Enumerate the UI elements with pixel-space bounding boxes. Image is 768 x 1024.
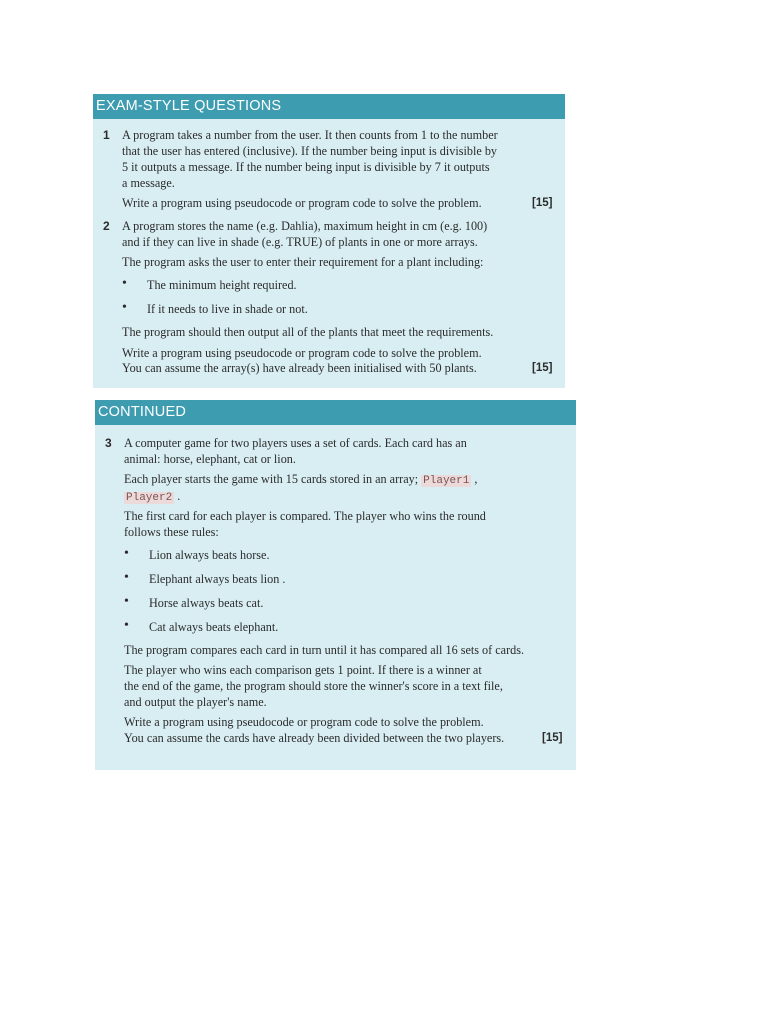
panel-header: CONTINUED bbox=[95, 400, 576, 425]
question-task: Write a program using pseudocode or program code to solve the problem. bbox=[124, 715, 484, 729]
continued-panel bbox=[95, 400, 576, 770]
question-text-line: A computer game for two players uses a set of cards. Each card has an bbox=[124, 436, 467, 450]
rule-item: Lion always beats horse. bbox=[149, 548, 270, 562]
panel-header: EXAM-STYLE QUESTIONS bbox=[93, 94, 565, 119]
question-text-line: Player2 . bbox=[126, 489, 181, 504]
question-text-line: animal: horse, elephant, cat or lion. bbox=[124, 452, 296, 466]
bullet-marker: • bbox=[124, 594, 129, 609]
question-prompt: The program asks the user to enter their requirement for a plant including: bbox=[122, 255, 484, 269]
rule-item: Cat always beats elephant. bbox=[149, 620, 279, 634]
exam-questions-panel bbox=[93, 94, 565, 388]
array-name-player1: Player1 bbox=[423, 475, 470, 487]
question-assumption: You can assume the cards have already been divided between the two players. bbox=[124, 731, 505, 745]
bullet-item: If it needs to live in shade or not. bbox=[147, 302, 308, 316]
array-name-player2: Player2 bbox=[126, 492, 173, 504]
question-text-line: the end of the game, the program should store the winner's score in a text file, bbox=[124, 679, 503, 693]
bullet-marker: • bbox=[124, 570, 129, 585]
question-text-line: A program takes a number from the user. It then counts from 1 to the number bbox=[122, 128, 498, 142]
question-text-line: Each player starts the game with 15 cards stored in an array; Player1 , bbox=[124, 472, 478, 487]
question-task: Write a program using pseudocode or program code to solve the problem. bbox=[122, 346, 482, 360]
rule-item: Elephant always beats lion . bbox=[149, 572, 286, 586]
question-text-line: 5 it outputs a message. If the number being input is divisible by 7 it outputs bbox=[122, 160, 490, 174]
question-text-line: and output the player's name. bbox=[124, 695, 267, 709]
question-number: 3 bbox=[105, 436, 112, 450]
question-text-line: that the user has entered (inclusive). If the number being input is divisible by bbox=[122, 144, 498, 158]
question-text-line: a message. bbox=[122, 176, 175, 190]
question-text-line: The first card for each player is compared. The player who wins the round bbox=[124, 509, 486, 523]
rule-item: Horse always beats cat. bbox=[149, 596, 264, 610]
marks-label: [15] bbox=[532, 197, 553, 209]
question-text-line: A program stores the name (e.g. Dahlia), maximum height in cm (e.g. 100) bbox=[122, 219, 488, 233]
bullet-marker: • bbox=[124, 618, 129, 633]
question-text-line: The program compares each card in turn until it has compared all 16 sets of cards. bbox=[124, 643, 525, 657]
question-number: 2 bbox=[103, 219, 110, 233]
question-text-line: The player who wins each comparison gets 1 point. If there is a winner at bbox=[124, 663, 482, 677]
question-assumption: You can assume the array(s) have already been initialised with 50 plants. bbox=[122, 361, 477, 375]
marks-label: [15] bbox=[532, 362, 553, 374]
bullet-item: The minimum height required. bbox=[147, 278, 297, 292]
bullet-marker: • bbox=[124, 546, 129, 561]
question-text-line: follows these rules: bbox=[124, 525, 219, 539]
array-intro-text: Each player starts the game with 15 cards stored in an array; bbox=[124, 472, 419, 486]
question-number: 1 bbox=[103, 128, 110, 142]
question-text-line: and if they can live in shade (e.g. TRUE) of plants in one or more arrays. bbox=[122, 235, 478, 249]
question-text-line: The program should then output all of the plants that meet the requirements. bbox=[122, 325, 494, 339]
bullet-marker: • bbox=[122, 276, 127, 291]
marks-label: [15] bbox=[542, 732, 563, 744]
bullet-marker: • bbox=[122, 300, 127, 315]
question-task: Write a program using pseudocode or program code to solve the problem. bbox=[122, 196, 482, 210]
